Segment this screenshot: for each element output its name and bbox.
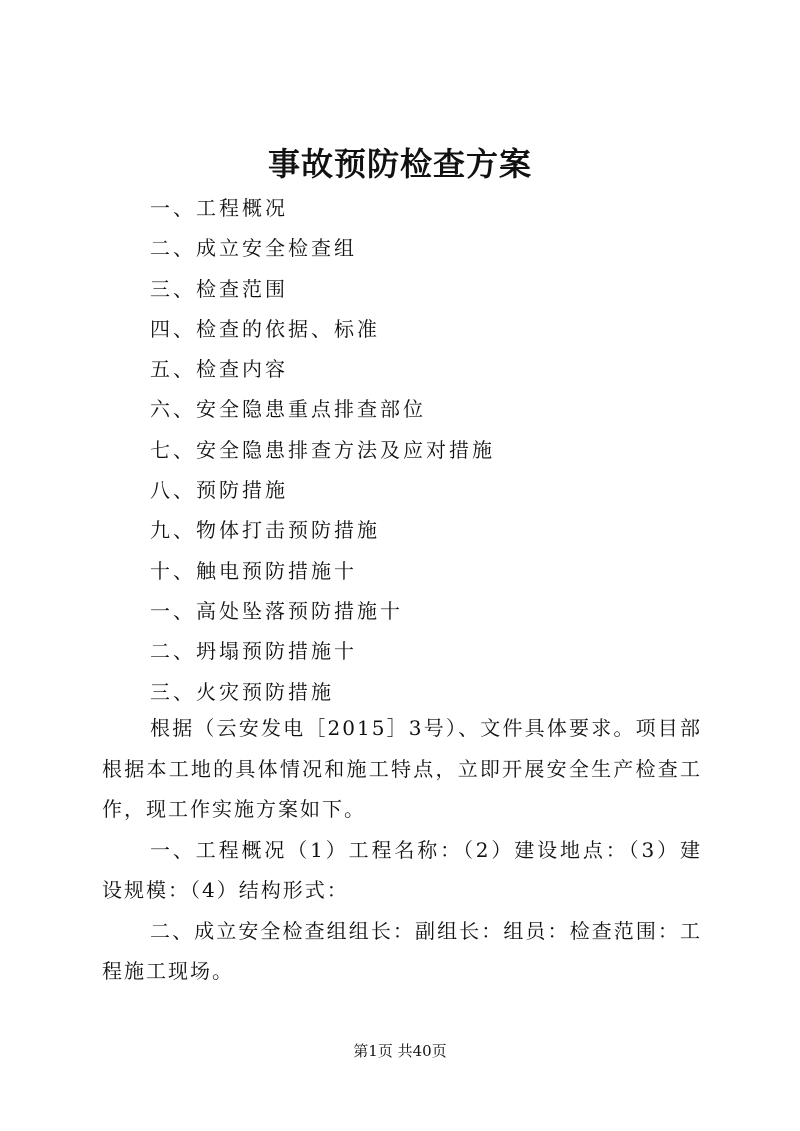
toc-item: 五、检查内容 bbox=[150, 357, 288, 382]
toc-item: 二、坍塌预防措施十 bbox=[150, 639, 357, 664]
toc-item: 六、安全隐患重点排查部位 bbox=[150, 397, 426, 422]
toc-item: 三、火灾预防措施 bbox=[150, 679, 334, 704]
toc-item: 二、成立安全检查组 bbox=[150, 236, 357, 261]
toc-item: 七、安全隐患排查方法及应对措施 bbox=[150, 437, 495, 462]
toc-item: 一、高处坠落预防措施十 bbox=[150, 598, 403, 623]
paragraph: 二、成立安全检查组组长：副组长：组员：检查范围：工程施工现场。 bbox=[102, 918, 702, 983]
paragraph: 一、工程概况（1）工程名称：（2）建设地点：（3）建设规模：（4）结构形式： bbox=[102, 837, 702, 902]
page-footer: 第1页 共40页 bbox=[353, 1042, 447, 1060]
paragraph: 根据（云安发电［2015］3号）、文件具体要求。项目部根据本工地的具体情况和施工特点，立即开展安全生产检查工作，现工作实施方案如下。 bbox=[102, 716, 702, 821]
document-body bbox=[102, 708, 702, 992]
toc-item: 一、工程概况 bbox=[150, 196, 288, 220]
toc-item: 四、检查的依据、标准 bbox=[150, 316, 380, 341]
table-of-contents bbox=[150, 188, 495, 712]
toc-item: 九、物体打击预防措施 bbox=[150, 518, 380, 543]
toc-item: 十、触电预防措施十 bbox=[150, 558, 357, 583]
document-title: 事故预防检查方案 bbox=[267, 145, 532, 183]
toc-item: 八、预防措施 bbox=[150, 478, 288, 503]
toc-item: 三、检查范围 bbox=[150, 276, 288, 301]
